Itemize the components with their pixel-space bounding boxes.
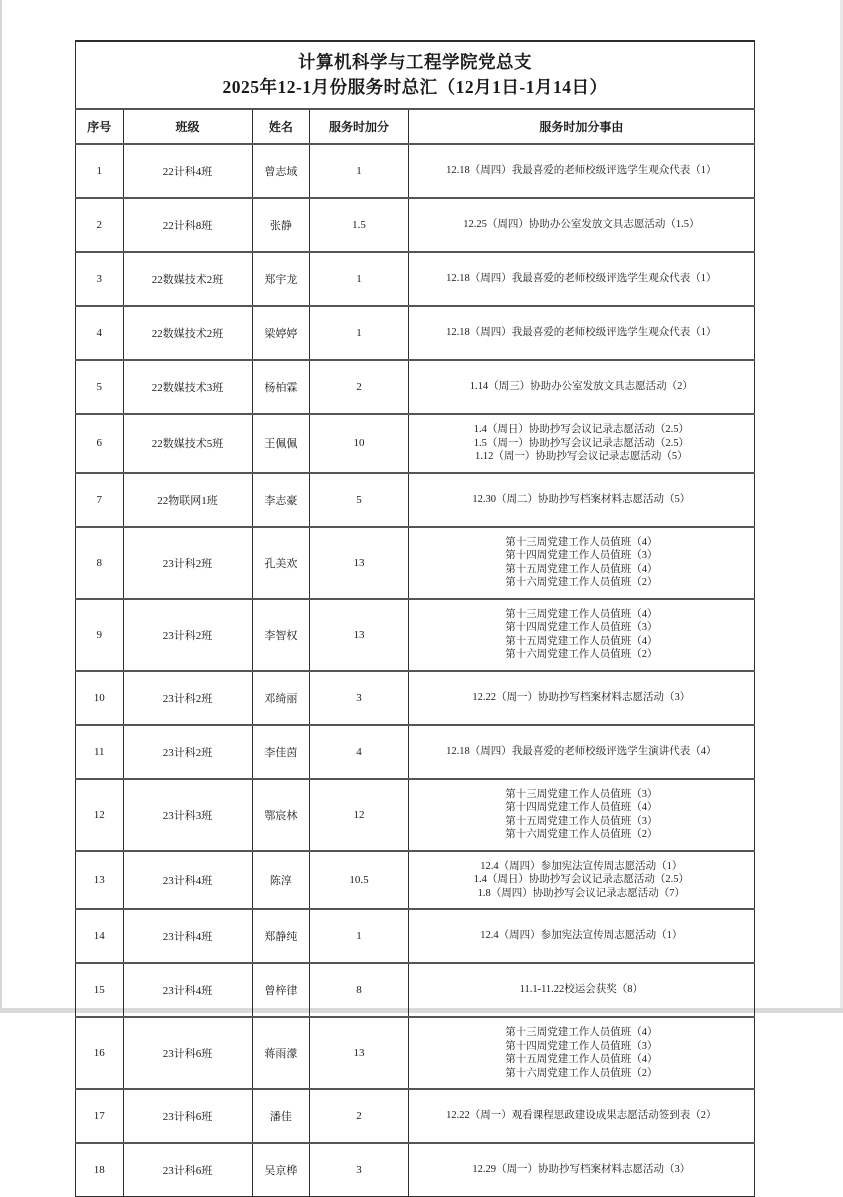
student-name-cell: 曾志域 (252, 144, 310, 198)
reason-line: 1.4（周日）协助抄写会议记录志愿活动（2.5） (473, 424, 689, 435)
class-cell: 23计科6班 (123, 1143, 252, 1197)
reason-line: 12.18（周四）我最喜爱的老师校级评选学生演讲代表（4） (446, 745, 717, 757)
class-cell: 23计科3班 (123, 779, 252, 851)
table-row (76, 198, 755, 252)
student-name-cell: 李志豪 (252, 473, 310, 527)
reason-line: 第十六周党建工作人员值班（2） (505, 829, 658, 840)
student-name-cell: 王佩佩 (252, 414, 310, 473)
col-header-class: 班级 (123, 109, 252, 144)
class-cell: 23计科4班 (123, 963, 252, 1017)
student-name-cell: 陈淳 (252, 851, 310, 910)
table-row (76, 527, 755, 599)
points-cell: 3 (310, 1143, 408, 1197)
row-index-cell: 2 (76, 198, 124, 252)
class-cell: 23计科4班 (123, 851, 252, 910)
reason-cell (408, 198, 754, 252)
reason-line: 12.22（周一）协助抄写档案材料志愿活动（3） (472, 691, 691, 703)
row-index-cell: 13 (76, 851, 124, 910)
reason-line: 11.1-11.22校运会获奖（8） (519, 984, 644, 996)
reason-line: 第十三周党建工作人员值班（4） (505, 608, 658, 620)
table-row (76, 671, 755, 725)
student-name-cell: 孔美欢 (252, 527, 310, 599)
reason-line: 12.22（周一）观看课程思政建设成果志愿活动签到表（2） (446, 1110, 717, 1122)
reason-line: 12.25（周四）协助办公室发放文具志愿活动（1.5） (463, 219, 700, 231)
col-header-name: 姓名 (252, 109, 310, 144)
reason-line: 1.12（周一）协助抄写会议记录志愿活动（5） (475, 451, 688, 462)
student-name-cell: 邓绮丽 (252, 671, 310, 725)
reason-line: 第十六周党建工作人员值班（2） (505, 577, 658, 588)
row-index-cell: 5 (76, 360, 124, 414)
points-cell: 1 (310, 909, 408, 963)
student-name-cell: 吴京桦 (252, 1143, 310, 1197)
table-row (76, 144, 755, 198)
col-header-reason: 服务时加分事由 (408, 109, 754, 144)
row-index-cell: 10 (76, 671, 124, 725)
reason-line: 第十三周党建工作人员值班（4） (505, 536, 658, 548)
reason-cell (408, 851, 754, 910)
row-index-cell: 1 (76, 144, 124, 198)
reason-cell (408, 144, 754, 198)
reason-line: 1.8（周四）协助抄写会议记录志愿活动（7） (477, 887, 686, 899)
document-title (76, 41, 755, 109)
row-index-cell: 15 (76, 963, 124, 1017)
class-cell: 23计科2班 (123, 599, 252, 671)
reason-line: 12.4（周四）参加宪法宣传周志愿活动（1） (480, 860, 683, 872)
reason-line: 第十四周党建工作人员值班（3） (505, 1040, 658, 1052)
reason-cell (408, 306, 754, 360)
scan-edge-left (0, 0, 2, 1013)
points-cell: 1 (310, 144, 408, 198)
class-cell: 22计科4班 (123, 144, 252, 198)
class-cell: 22数媒技术2班 (123, 252, 252, 306)
points-cell: 1.5 (310, 198, 408, 252)
student-name-cell: 郑静纯 (252, 909, 310, 963)
reason-line: 第十三周党建工作人员值班（3） (505, 788, 658, 800)
class-cell: 23计科2班 (123, 671, 252, 725)
row-index-cell: 14 (76, 909, 124, 963)
reason-line: 1.14（周三）协助办公室发放文具志愿活动（2） (469, 381, 693, 393)
table-row (76, 473, 755, 527)
student-name-cell: 杨柏霖 (252, 360, 310, 414)
points-cell: 5 (310, 473, 408, 527)
header-row (76, 109, 755, 144)
reason-cell (408, 1017, 754, 1089)
points-cell: 13 (310, 527, 408, 599)
reason-cell (408, 909, 754, 963)
reason-cell (408, 779, 754, 851)
class-cell: 22计科8班 (123, 198, 252, 252)
reason-line: 第十四周党建工作人员值班（4） (505, 802, 658, 813)
row-index-cell: 8 (76, 527, 124, 599)
reason-line: 第十五周党建工作人员值班（4） (505, 635, 658, 647)
points-cell: 13 (310, 1017, 408, 1089)
reason-cell (408, 473, 754, 527)
student-name-cell: 蒋雨濛 (252, 1017, 310, 1089)
reason-line: 1.5（周一）协助抄写会议记录志愿活动（2.5） (473, 437, 689, 449)
table-row (76, 779, 755, 851)
service-hours-table (75, 40, 755, 1197)
row-index-cell: 4 (76, 306, 124, 360)
table-row (76, 725, 755, 779)
col-header-points: 服务时加分 (310, 109, 408, 144)
table-row (76, 599, 755, 671)
row-index-cell: 12 (76, 779, 124, 851)
reason-cell (408, 725, 754, 779)
reason-cell (408, 527, 754, 599)
reason-line: 第十四周党建工作人员值班（3） (505, 622, 658, 633)
class-cell: 23计科6班 (123, 1017, 252, 1089)
student-name-cell: 张静 (252, 198, 310, 252)
reason-line: 12.4（周四）参加宪法宣传周志愿活动（1） (480, 930, 683, 942)
class-cell: 23计科2班 (123, 725, 252, 779)
reason-line: 第十五周党建工作人员值班（4） (505, 1054, 658, 1065)
reason-line: 12.18（周四）我最喜爱的老师校级评选学生观众代表（1） (446, 327, 717, 339)
reason-cell (408, 671, 754, 725)
points-cell: 2 (310, 360, 408, 414)
table-row (76, 909, 755, 963)
class-cell: 23计科2班 (123, 527, 252, 599)
table-row (76, 414, 755, 473)
reason-line: 第十四周党建工作人员值班（3） (505, 550, 658, 561)
points-cell: 10.5 (310, 851, 408, 910)
points-cell: 2 (310, 1089, 408, 1143)
row-index-cell: 18 (76, 1143, 124, 1197)
title-line-2: 2025年12-1月份服务时总汇（12月1日-1月14日） (222, 77, 608, 97)
title-line-1: 计算机科学与工程学院党总支 (298, 52, 532, 72)
table-row (76, 1143, 755, 1197)
document-sheet (75, 40, 755, 1197)
reason-line: 第十五周党建工作人员值班（4） (505, 563, 658, 575)
row-index-cell: 16 (76, 1017, 124, 1089)
table-row (76, 1089, 755, 1143)
reason-line: 第十六周党建工作人员值班（2） (505, 1067, 658, 1079)
table-row (76, 963, 755, 1017)
table-row (76, 1017, 755, 1089)
student-name-cell: 李佳茵 (252, 725, 310, 779)
student-name-cell: 李智权 (252, 599, 310, 671)
class-cell: 22数媒技术5班 (123, 414, 252, 473)
points-cell: 1 (310, 306, 408, 360)
student-name-cell: 梁婷婷 (252, 306, 310, 360)
reason-cell (408, 1143, 754, 1197)
points-cell: 1 (310, 252, 408, 306)
reason-cell (408, 252, 754, 306)
reason-line: 第十三周党建工作人员值班（4） (505, 1027, 658, 1038)
reason-cell (408, 1089, 754, 1143)
points-cell: 4 (310, 725, 408, 779)
title-row (76, 41, 755, 109)
row-index-cell: 11 (76, 725, 124, 779)
reason-cell (408, 963, 754, 1017)
class-cell: 23计科6班 (123, 1089, 252, 1143)
class-cell: 23计科4班 (123, 909, 252, 963)
reason-line: 第十五周党建工作人员值班（3） (505, 815, 658, 827)
class-cell: 22数媒技术3班 (123, 360, 252, 414)
points-cell: 10 (310, 414, 408, 473)
reason-line: 12.18（周四）我最喜爱的老师校级评选学生观众代表（1） (446, 165, 717, 177)
row-index-cell: 6 (76, 414, 124, 473)
reason-line: 12.29（周一）协助抄写档案材料志愿活动（3） (472, 1164, 691, 1176)
reason-line: 12.18（周四）我最喜爱的老师校级评选学生观众代表（1） (446, 273, 717, 285)
student-name-cell: 郑宇龙 (252, 252, 310, 306)
reason-line: 12.30（周二）协助抄写档案材料志愿活动（5） (472, 493, 691, 505)
row-index-cell: 17 (76, 1089, 124, 1143)
class-cell: 22物联网1班 (123, 473, 252, 527)
student-name-cell: 曾梓律 (252, 963, 310, 1017)
table-row (76, 252, 755, 306)
reason-line: 第十六周党建工作人员值班（2） (505, 649, 658, 660)
reason-cell (408, 599, 754, 671)
row-index-cell: 7 (76, 473, 124, 527)
class-cell: 22数媒技术2班 (123, 306, 252, 360)
points-cell: 12 (310, 779, 408, 851)
col-header-index: 序号 (76, 109, 124, 144)
table-row (76, 851, 755, 910)
table-row (76, 360, 755, 414)
points-cell: 8 (310, 963, 408, 1017)
row-index-cell: 9 (76, 599, 124, 671)
points-cell: 3 (310, 671, 408, 725)
reason-cell (408, 414, 754, 473)
student-name-cell: 潘佳 (252, 1089, 310, 1143)
points-cell: 13 (310, 599, 408, 671)
row-index-cell: 3 (76, 252, 124, 306)
reason-line: 1.4（周日）协助抄写会议记录志愿活动（2.5） (473, 874, 689, 885)
table-row (76, 306, 755, 360)
reason-cell (408, 360, 754, 414)
student-name-cell: 鄂宸林 (252, 779, 310, 851)
